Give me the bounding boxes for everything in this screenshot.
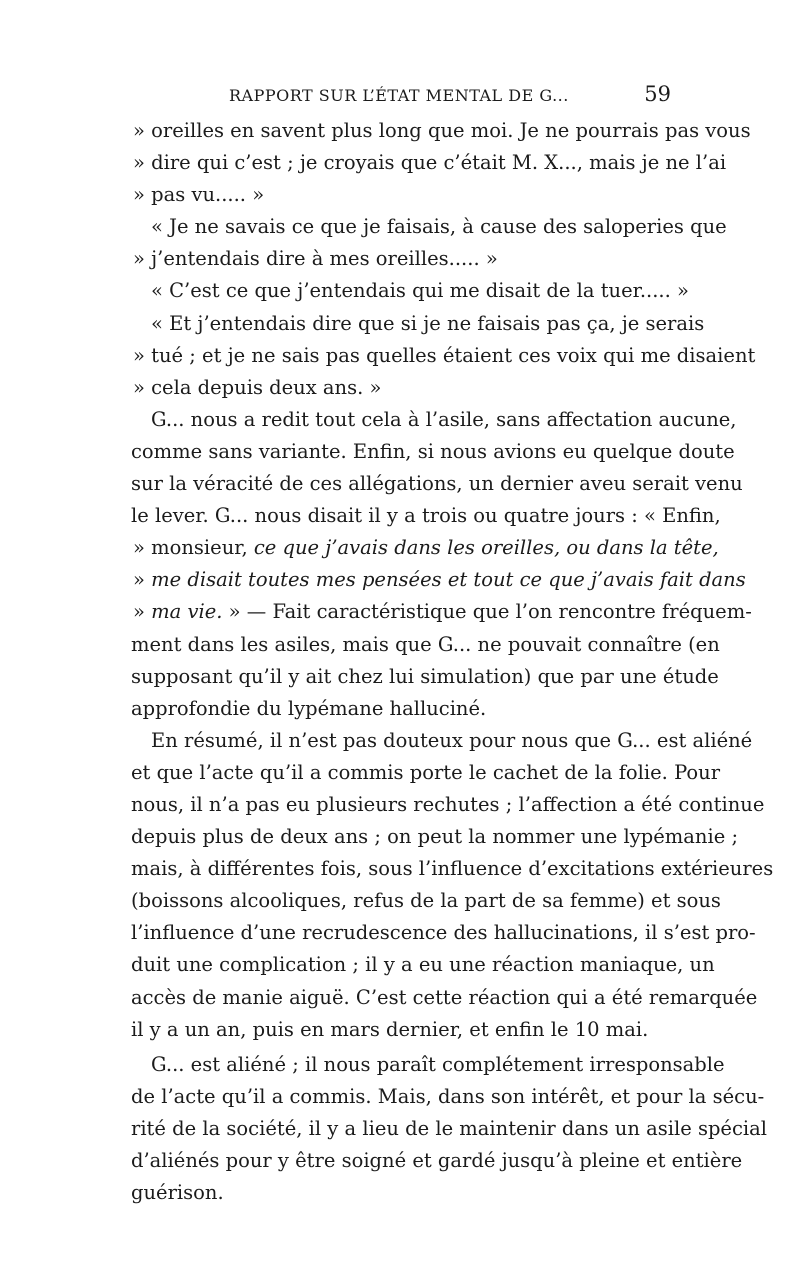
text-line: « Je ne savais ce que je faisais, à cause des saloperies que <box>151 215 727 239</box>
text-line: G... est aliéné ; il nous paraît complétement irresponsable <box>151 1052 725 1076</box>
text-line: le lever. G... nous disait il y a trois ou quatre jours : « Enfin, <box>131 504 721 528</box>
line-part: » — Fait caractéristique que l’on rencontre fréquem- <box>222 600 752 624</box>
text-line: duit une complication ; il y a eu une réaction maniaque, un <box>131 953 715 977</box>
text-line: » dire qui c’est ; je croyais que c’était M. X..., mais je ne l’ai <box>133 151 727 175</box>
text-line: il y a un an, puis en mars dernier, et enfin le 10 mai. <box>131 1017 649 1041</box>
text-line <box>131 532 719 564</box>
body-text <box>131 115 774 1209</box>
text-line: ment dans les asiles, mais que G... ne pouvait connaître (en <box>131 632 720 656</box>
text-line <box>131 564 746 596</box>
page-number: 59 <box>644 82 671 106</box>
italic-span: me disait toutes mes pensées et tout ce que j’avais fait dans <box>151 568 746 592</box>
text-line: supposant qu’il y ait chez lui simulation) que par une étude <box>131 664 719 688</box>
text-line: l’influence d’une recrudescence des hallucinations, il s’est pro- <box>131 921 756 945</box>
text-line: » tué ; et je ne sais pas quelles étaient ces voix qui me disaient <box>133 343 756 367</box>
text-line: approfondie du lypémane halluciné. <box>131 696 487 720</box>
line-part: » <box>133 600 152 624</box>
text-line: rité de la société, il y a lieu de le maintenir dans un asile spécial <box>131 1116 767 1140</box>
text-line: et que l’acte qu’il a commis porte le cachet de la folie. Pour <box>131 760 721 784</box>
text-line: comme sans variante. Enfin, si nous avions eu quelque doute <box>131 439 735 463</box>
text-line: En résumé, il n’est pas douteux pour nous que G... est aliéné <box>151 728 753 752</box>
text-line: » cela depuis deux ans. » <box>133 375 382 399</box>
text-line: « Et j’entendais dire que si je ne faisais pas ça, je serais <box>151 311 705 335</box>
text-line: » j’entendais dire à mes oreilles..... » <box>133 247 498 271</box>
text-line: depuis plus de deux ans ; on peut la nommer une lypémanie ; <box>131 825 739 849</box>
page-header <box>131 80 671 110</box>
text-line: d’aliénés pour y être soigné et gardé jusqu’à pleine et entière <box>131 1149 743 1172</box>
line-part: » <box>133 568 152 592</box>
text-line: » pas vu..... » <box>133 183 265 207</box>
text-line: sur la véracité de ces allégations, un dernier aveu serait venu <box>131 472 743 496</box>
running-title: RAPPORT SUR L’ÉTAT MENTAL DE G... <box>229 86 569 105</box>
italic-span: ma vie. <box>151 600 223 624</box>
text-line: (boissons alcooliques, refus de la part de sa femme) et sous <box>131 889 721 913</box>
text-line: guérison. <box>131 1181 224 1205</box>
text-line: mais, à différentes fois, sous l’influence d’excitations extérieures <box>131 857 774 881</box>
text-line: nous, il n’a pas eu plusieurs rechutes ; l’affection a été continue <box>131 792 765 816</box>
italic-span: ce que j’avais dans les oreilles, ou dans la tête, <box>253 536 719 560</box>
text-line: » oreilles en savent plus long que moi. Je ne pourrais pas vous <box>133 119 751 142</box>
text-line: G... nous a redit tout cela à l’asile, sans affectation aucune, <box>151 407 737 431</box>
text-line: de l’acte qu’il a commis. Mais, dans son intérêt, et pour la sécu- <box>131 1084 765 1108</box>
line-part: » monsieur, <box>133 536 254 560</box>
text-line: accès de manie aiguë. C’est cette réaction qui a été remarquée <box>131 985 758 1009</box>
text-line: « C’est ce que j’entendais qui me disait de la tuer..... » <box>151 279 689 303</box>
text-line <box>131 596 752 628</box>
